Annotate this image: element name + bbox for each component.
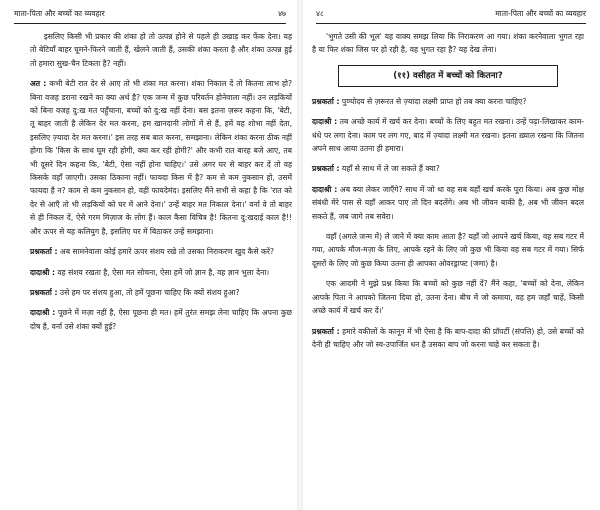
left-header-rule	[14, 23, 286, 24]
right-header-rule	[316, 23, 586, 24]
dialogue-text: पुण्योदय से ज़रूरत से ज़्यादा लक्ष्मी प्राप्त हो तब क्या करना चाहिए?	[339, 96, 527, 106]
dialogue-paragraph	[312, 183, 584, 223]
dialogue-text: कभी बेटी रात देर से आए तो भी शंका मत करना। शंका निकाल दें तो कितना लाभ हो? बिना वजह डराना रखने का क्या अर्थ है? एक जन्म में कुछ परिवर्तन होनेवाला नहीं। उन लड़कियों को बिना वजह दु:ख मत पहुँचाना, बच्चों को दु:ख नहीं देना। बस इतना ज़रूर कहना कि, 'बेटी, तू बाहर जाती है लेकिन देर मत करना, हम खानदानी लोगों में से हैं, हमें यह शोभा नहीं देता, इसलिए ज़्यादा देर मत करना।' इस तरह सब बात करना, समझाना। लेकिन शंका करना ठीक नहीं होगा कि 'किस के साथ घूम रही होगी, क्या कर रही होगी?' और कभी रात बारह बजे आए, तब भी दूसरे दिन कहना कि, 'बेटी, ऐसा नहीं होना चाहिए।' उसे अगर घर से बाहर कर दें तो वह किसके वहाँ जाएगी। उसका ठिकाना नहीं। फायदा किस में है? कम से कम नुकसान हो, उसमें फायदा है न? काम से कम नुकसान हो, वही फायदेमंद। इसलिए मैंने सभी से कहा है कि 'रात को देर से आएँ तो भी लड़कियों को घर में आने देना।' उन्हें बाहर मत निकाल देना।' वर्ना वे तो बाहर से ही निकल दें, ऐसे गरम मिज़ाज के लोग हैं। काल कैसा विचित्र है! कितना दु:खदाई काल है!! और ऊपर से यह कलियुग है, इसलिए घर में बिठाकर उन्हें समझाना।	[30, 79, 292, 236]
dialogue-text: तब अच्छे कार्य में खर्च कर देना। बच्चों के लिए बहुत मत रखना। उन्हें पढ़ा-लिखाकर काम-धंधे पर लगा देना। काम पर लग गए, बाद में ज़्यादा लक्ष्मी मत रखना। इतना ख़्याल रखना कि जितना अपने साथ आया उतना ही हमारा।	[312, 117, 584, 154]
right-page-number: ४८	[316, 9, 324, 18]
dialogue-paragraph	[312, 95, 584, 108]
speaker-label: प्रश्नकर्ता :	[30, 287, 58, 297]
right-body-rest	[312, 95, 584, 352]
dialogue-text: अब क्या लेकर जाएँगे? साथ में जो था वह सब यहाँ खर्च करके पूरा किया। अब कुछ मोक्ष संबंधी मेरे पास से यहाँ आकर पाए तो दिन बदलेंगे। अब भी जीवन बाकी है, अब भी जीवन बदल सकते हैं, जब जागे तब सवेरा।	[312, 184, 584, 221]
dialogue-text: वह संशय रखता है, ऐसा मत सोचना, ऐसा हमें जो ज्ञान है, वह ज्ञान भुला देना।	[55, 267, 270, 277]
dialogue-paragraph	[30, 77, 292, 238]
dialogue-paragraph	[30, 306, 292, 333]
right-body-text	[312, 30, 584, 358]
body-paragraph: वहाँ (अगले जन्म में) ले जाने में क्या काम आता है? यहाँ जो आपने खर्च किया, वह सब गटर में गया, आपके मौज-मज़ा के लिए, आपके रहने के लिए जो कुछ भी किया वह सब गटर में गया। सिर्फ दूसरों के लिए जो कुछ किया उतना ही आपका ओवरड्राफ्ट (जमा) है।	[312, 232, 584, 268]
dialogue-paragraph	[312, 162, 584, 175]
right-page	[300, 0, 600, 510]
section-heading: (११) वसीहत में बच्चों को कितना?	[393, 70, 503, 81]
dialogue-text: यहाँ से साथ में ले जा सकते हैं क्या?	[339, 164, 440, 174]
speaker-label: दादाश्री :	[312, 184, 338, 194]
dialogue-paragraph	[30, 286, 292, 299]
right-running-head	[316, 7, 586, 21]
dialogue-paragraph	[30, 245, 292, 258]
left-page-number: ४७	[278, 9, 286, 18]
speaker-label: प्रश्नकर्ता :	[312, 96, 340, 106]
section-heading-box	[338, 65, 558, 87]
speaker-label: अत :	[30, 79, 47, 89]
dialogue-paragraph	[30, 266, 292, 279]
left-running-head	[14, 7, 286, 21]
speaker-label: दादाश्री :	[30, 308, 56, 318]
left-body-text	[30, 30, 292, 340]
speaker-label: प्रश्नकर्ता :	[312, 326, 340, 336]
dialogue-text: पूछने में मज़ा नहीं है, ऐसा पूछना ही मत। हमें तुरंत समझ लेना चाहिए कि अपना कुछ दोष है, वर्ना उसे शंका क्यों हुई?	[30, 308, 292, 331]
dialogue-text: अब सामनेवाला कोई हमारे ऊपर संशय रखे तो उसका निराकरण खुद कैसे करें?	[57, 247, 274, 257]
speaker-label: प्रश्नकर्ता :	[30, 247, 58, 257]
dialogue-paragraph	[312, 325, 584, 352]
body-paragraph: इसलिए किसी भी प्रकार की शंका हो तो उत्पन्न होने से पहले ही उखाड़ कर फेंक देना। यह तो बेटियाँ बाहर घूमने-फिरने जाती हैं, खेलने जाती हैं, उसकी शंका करता है और शंका उत्पन्न हुई तो हमारा सुख-चैन टिकता है? नहीं।	[30, 32, 292, 68]
dialogue-text: उसे हम पर संशय हुआ, तो हमें पूछना चाहिए कि क्यों संशय हुआ?	[57, 287, 240, 297]
speaker-label: दादाश्री :	[312, 117, 338, 127]
speaker-label: प्रश्नकर्ता :	[312, 164, 340, 174]
right-header-title: माता-पिता और बच्चों का व्यवहार	[495, 9, 586, 18]
right-lead-paragraph: 'भुगते उसी की भूल' यह वाक्य समझ लिया कि निराकरण आ गया। शंका करनेवाला भुगत रहा है या फिर शंका जिस पर हो रही है, वह भुगत रहा है? यह देख लेना।	[312, 32, 584, 55]
dialogue-paragraph	[312, 115, 584, 155]
dialogue-text: हमारे वकीलों के कानून में भी ऐसा है कि बाप-दादा की प्रॉपर्टी (संपत्ति) हो, उसे बच्चों को देनी ही चाहिए और जो स्व-उपार्जित धन है उसका बाप जो करना चाहे कर सकता है।	[312, 326, 584, 349]
left-header-title: माता-पिता और बच्चों का व्यवहार	[14, 9, 105, 18]
body-paragraph: एक आदमी ने मुझे प्रश्न किया कि बच्चों को कुछ नहीं दें? मैंने कहा, 'बच्चों को देना, लेकिन आपके पिता ने आपको जितना दिया हो, उतना देना। बीच में जो कमाया, वह हम जहाँ चाहें, किसी अच्छे कार्य में खर्च कर दें।'	[312, 279, 584, 316]
speaker-label: दादाश्री :	[30, 267, 56, 277]
